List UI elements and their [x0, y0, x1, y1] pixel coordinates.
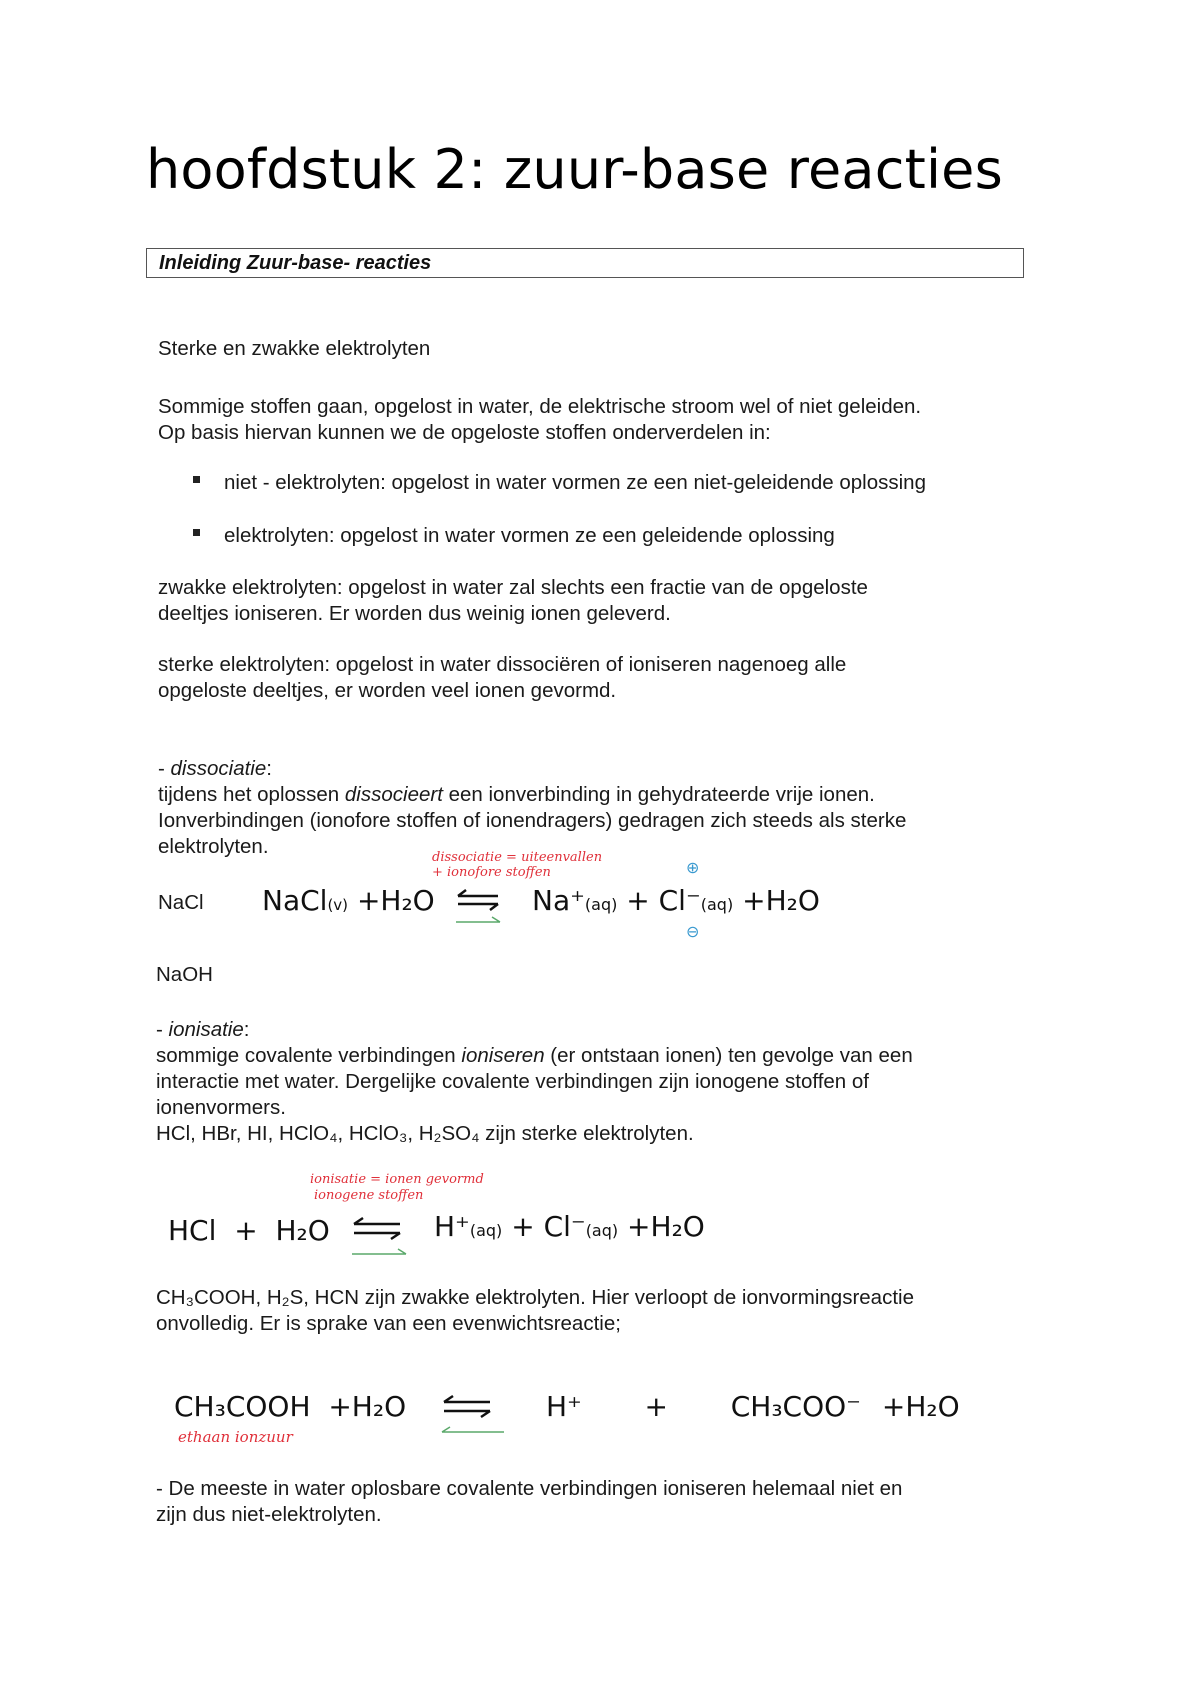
paragraph-line: zijn dus niet-elektrolyten.: [156, 1503, 382, 1526]
paragraph-line: deeltjes ioniseren. Er worden dus weinig ionen geleverd.: [158, 602, 671, 625]
hcl-equation-products: H⁺(aq) + Cl⁻(aq) +H₂O: [434, 1210, 705, 1243]
equilibrium-arrow-icon: [350, 1214, 410, 1260]
equilibrium-arrow-icon: [438, 1392, 508, 1438]
section-heading-box: [146, 248, 1024, 278]
hcl-equation: HCl + H₂O: [168, 1214, 330, 1247]
paragraph-line: tijdens het oplossen dissocieert een ionverbinding in gehydrateerde vrije ionen.: [158, 783, 875, 806]
paragraph-line: CH₃COOH, H₂S, HCN zijn zwakke elektrolyten. Hier verloopt de ionvormingsreactie: [156, 1286, 914, 1309]
handwritten-note: dissociatie = uiteenvallen: [432, 850, 603, 865]
equilibrium-arrow-icon: [454, 886, 504, 926]
bullet-item: elektrolyten: opgelost in water vormen ze een geleidende oplossing: [224, 524, 835, 547]
nacl-equation-products: Na⁺(aq) + Cl⁻(aq) +H₂O: [532, 884, 820, 917]
ionisation-term: ionisatie: [168, 1018, 244, 1041]
strong-electrolytes-paragraph: [158, 652, 846, 704]
subheading: Sterke en zwakke elektrolyten: [158, 337, 431, 360]
nacl-label: NaCl: [158, 891, 204, 914]
paragraph-line: HCl, HBr, HI, HClO₄, HClO₃, H₂SO₄ zijn sterke elektrolyten.: [156, 1122, 694, 1145]
ionisation-heading: - ionisatie:: [156, 1018, 250, 1041]
weak-acids-paragraph: [156, 1285, 914, 1337]
section-heading: Inleiding Zuur-base- reacties: [159, 252, 432, 274]
paragraph-line: - De meeste in water oplosbare covalente verbindingen ioniseren helemaal niet en: [156, 1477, 903, 1500]
paragraph-line: onvolledig. Er is sprake van een evenwichtsreactie;: [156, 1312, 621, 1335]
handwritten-note: ionogene stoffen: [314, 1188, 424, 1203]
bullet-icon: [193, 476, 200, 483]
acetic-equation: CH₃COOH +H₂O: [174, 1390, 407, 1423]
bullet-item: niet - elektrolyten: opgelost in water vormen ze een niet-geleidende oplossing: [224, 471, 926, 494]
handwritten-note: ionisatie = ionen gevormd: [310, 1172, 484, 1187]
intro-line: Op basis hiervan kunnen we de opgeloste stoffen onderverdelen in:: [158, 421, 771, 444]
plus-charge-mark: ⊕: [686, 858, 700, 877]
dissociation-term: dissociatie: [170, 757, 267, 780]
paragraph-line: zwakke elektrolyten: opgelost in water zal slechts een fractie van de opgeloste: [158, 576, 868, 599]
paragraph-line: Ionverbindingen (ionofore stoffen of ionendragers) gedragen zich steeds als sterke: [158, 809, 907, 832]
intro-line: Sommige stoffen gaan, opgelost in water, de elektrische stroom wel of niet geleiden.: [158, 395, 922, 418]
dissociation-paragraph: [158, 756, 906, 860]
intro-paragraph: [158, 394, 921, 446]
handwritten-note: ethaan ionzuur: [178, 1428, 293, 1446]
paragraph-line: elektrolyten.: [158, 835, 269, 858]
closing-paragraph: [156, 1476, 902, 1528]
ionisation-paragraph: [156, 1017, 913, 1147]
minus-charge-mark: ⊖: [686, 922, 700, 941]
paragraph-line: ionenvormers.: [156, 1096, 286, 1119]
handwritten-note: + ionofore stoffen: [432, 865, 551, 880]
paragraph-line: interactie met water. Dergelijke covalente verbindingen zijn ionogene stoffen of: [156, 1070, 869, 1093]
paragraph-line: sterke elektrolyten: opgelost in water dissociëren of ioniseren nagenoeg alle: [158, 653, 847, 676]
naoh-label: NaOH: [156, 963, 213, 986]
paragraph-line: opgeloste deeltjes, er worden veel ionen gevormd.: [158, 679, 617, 702]
acetic-equation-products: H⁺ + CH₃COO⁻ +H₂O: [546, 1390, 960, 1423]
paragraph-line: sommige covalente verbindingen ioniseren (er ontstaan ionen) ten gevolge van een: [156, 1044, 913, 1067]
bullet-icon: [193, 529, 200, 536]
weak-electrolytes-paragraph: [158, 575, 868, 627]
dissociation-heading: - dissociatie:: [158, 757, 272, 780]
page-title: hoofdstuk 2: zuur-base reacties: [146, 138, 1003, 201]
nacl-equation: NaCl(v) +H₂O: [262, 884, 435, 917]
